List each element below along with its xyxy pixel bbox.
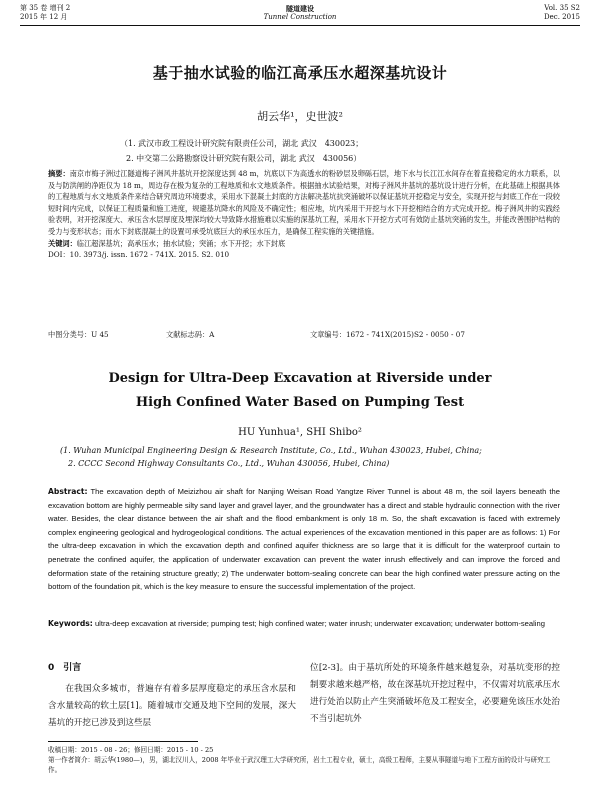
keywords-en-text: ultra-deep excavation at riverside; pumping test; high confined water; water inrush; underwater excavation; underwater bottom-sealing — [94, 619, 545, 628]
footnote-rule — [48, 741, 198, 742]
footnote-received: 收稿日期：2015 - 08 - 26；修回日期：2015 - 10 - 25 — [48, 746, 214, 754]
footnote-author: 第一作者简介：胡云华(1980—)，男，湖北汉川人，2008 年毕业于武汉理工大学研究所，岩土工程专业，硕士，高级工程师，主要从事隧道与地下工程方面的设计与研究工作。 — [48, 756, 551, 774]
authors-cn: 胡云华¹，史世波² — [257, 110, 343, 123]
date-en: Dec. 2015 — [544, 13, 580, 21]
abstract-cn — [48, 168, 560, 261]
doi: DOI：10. 3973/j. issn. 1672 - 741X. 2015. S2. 010 — [48, 250, 230, 260]
footnotes — [48, 745, 560, 775]
title-en-line-1: Design for Ultra-Deep Excavation at Riverside under — [108, 371, 492, 386]
volume-cn: 第 35 卷 增刊 2 — [20, 4, 71, 12]
article-id: 文章编号：1672 - 741X(2015)S2 - 0050 - 07 — [310, 330, 465, 339]
keywords-cn — [48, 238, 560, 250]
abstract-en-text: The excavation depth of Meizizhou air shaft for Nanjing Weisan Road Yangtze River Tunnel is about 48 m, the soil layers beneath the excavation bottom are highly permeable silty sand layer and gravel layer, and the groundwater has a direct and stable hydraulic connection with the river water. Besides, the clear distance between the air shaft and the flood embankment is only 18 m. So, the shaft excavation is faced with extremely complex engineering geological and hydrogeological conditions. The actual experiences of the excavation mentioned in this paper are as follows: 1) For the ultra-deep excavation in which the excavation depth and confined aquifer thickness are so large that it is difficult for the waterproof curtain to penetrate the confined aquifer, the application of underwater excavation can prevent the water inrush effectively and can improve the forced and deformation state of the retaining structure greatly; 2) The underwater bottom-sealing concrete can bear the high confined water pressure acting on the bottom of the foundation pit, which is the key measure to ensure the successful implementation of the project. — [48, 487, 560, 592]
affiliation-cn-1: （1. 武汉市政工程设计研究院有限责任公司，湖北 武汉 430023； — [120, 139, 364, 148]
keywords-cn-label: 关键词： — [48, 238, 77, 248]
running-header — [20, 4, 580, 26]
paper-title-en — [0, 367, 600, 415]
header-center — [20, 4, 580, 22]
affiliations-en — [60, 444, 560, 470]
date-cn: 2015 年 12 月 — [20, 13, 68, 21]
intro-paragraph-left: 在我国众多城市，普遍存有着多层厚度稳定的承压含水层和含水量较高的软土层[1]。随着城市交通及地下空间的发展，深大基坑的开挖已涉及到这些层 — [48, 684, 296, 728]
authors-en: HU Yunhua¹, SHI Shibo² — [238, 427, 362, 438]
affiliations-cn — [120, 136, 540, 166]
volume-en: Vol. 35 S2 — [544, 4, 580, 12]
header-right — [544, 4, 580, 22]
body-column-right — [310, 660, 560, 728]
body-column-left — [48, 660, 296, 732]
abstract-en-label: Abstract: — [48, 487, 88, 496]
clc-number: 中图分类号：U 45 — [48, 330, 109, 339]
section-heading-intro: 0 引言 — [48, 663, 82, 673]
header-rule — [20, 25, 580, 26]
keywords-en — [48, 617, 560, 631]
keywords-en-label: Keywords: — [48, 619, 93, 628]
document-code: 文献标志码：A — [166, 330, 215, 339]
keywords-cn-text: 临江超深基坑；高承压水；抽水试验；突涌；水下开挖；水下封底 — [76, 238, 286, 248]
affiliation-cn-2: 2. 中交第二公路勘察设计研究院有限公司，湖北 武汉 430056） — [126, 154, 362, 163]
abstract-en — [48, 485, 560, 594]
journal-name-cn: 隧道建设 — [286, 4, 314, 13]
affiliation-en-2: 2. CCCC Second Highway Consultants Co., Ltd., Wuhan 430056, Hubei, China) — [68, 459, 390, 468]
title-en-line-2: High Confined Water Based on Pumping Test — [135, 395, 465, 410]
abstract-cn-label: 摘要： — [48, 169, 70, 178]
abstract-cn-text: 南京市梅子洲过江隧道梅子洲风井基坑开挖深度达到 48 m，坑底以下为高透水的粉砂层及卵砾石层，地下水与长江江水间存在着直接稳定的水力联系，以及与防洪闸的净距仅为 18 m，周边存在极为复杂的工程地质和水文地质条件。根据抽水试验结果，对梅子洲风井基坑的基坑设计进行分析，在此基础上根据具体的工程地质与水文地质条件来结合研究周边环境要求，采用水下混凝土封底的方法解决基坑抗突涌破坏以保证基坑开挖稳定与安全，实现开挖与封底工作在一段较短时间内完成，以保证工程质量和施工进度，规避基坑降水的风险及不确定性；相应地，坑内采用干开挖与水下开挖相结合的方式完成开挖。梅子洲风井的实践经验表明，对开挖深度大、承压含水层厚度及埋深均较大导致降水措施难以实施的深基坑工程，采用水下开挖方式可有效防止基坑突涌的发生，并能改善围护结构的受力与变形状态；而水下封底混凝土的设置可承受坑底巨大的承压水压力，是确保工程实施的关键措施。 — [48, 169, 560, 236]
paper-title-cn: 基于抽水试验的临江高承压水超深基坑设计 — [152, 64, 448, 82]
intro-paragraph-right: 位[2-3]。由于基坑所处的环境条件越来越复杂，对基坑变形的控制要求越来越严格，故在深基坑开挖过程中，不仅需对坑底承压水进行处治以防止产生突涌破坏危及工程安全，必要避免该压水处治不当引起坑外 — [310, 663, 560, 724]
affiliation-en-1: (1. Wuhan Municipal Engineering Design & Research Institute, Co., Ltd., Wuhan 430023, Hubei, China; — [60, 446, 482, 455]
journal-name-en: Tunnel Construction — [263, 13, 337, 21]
